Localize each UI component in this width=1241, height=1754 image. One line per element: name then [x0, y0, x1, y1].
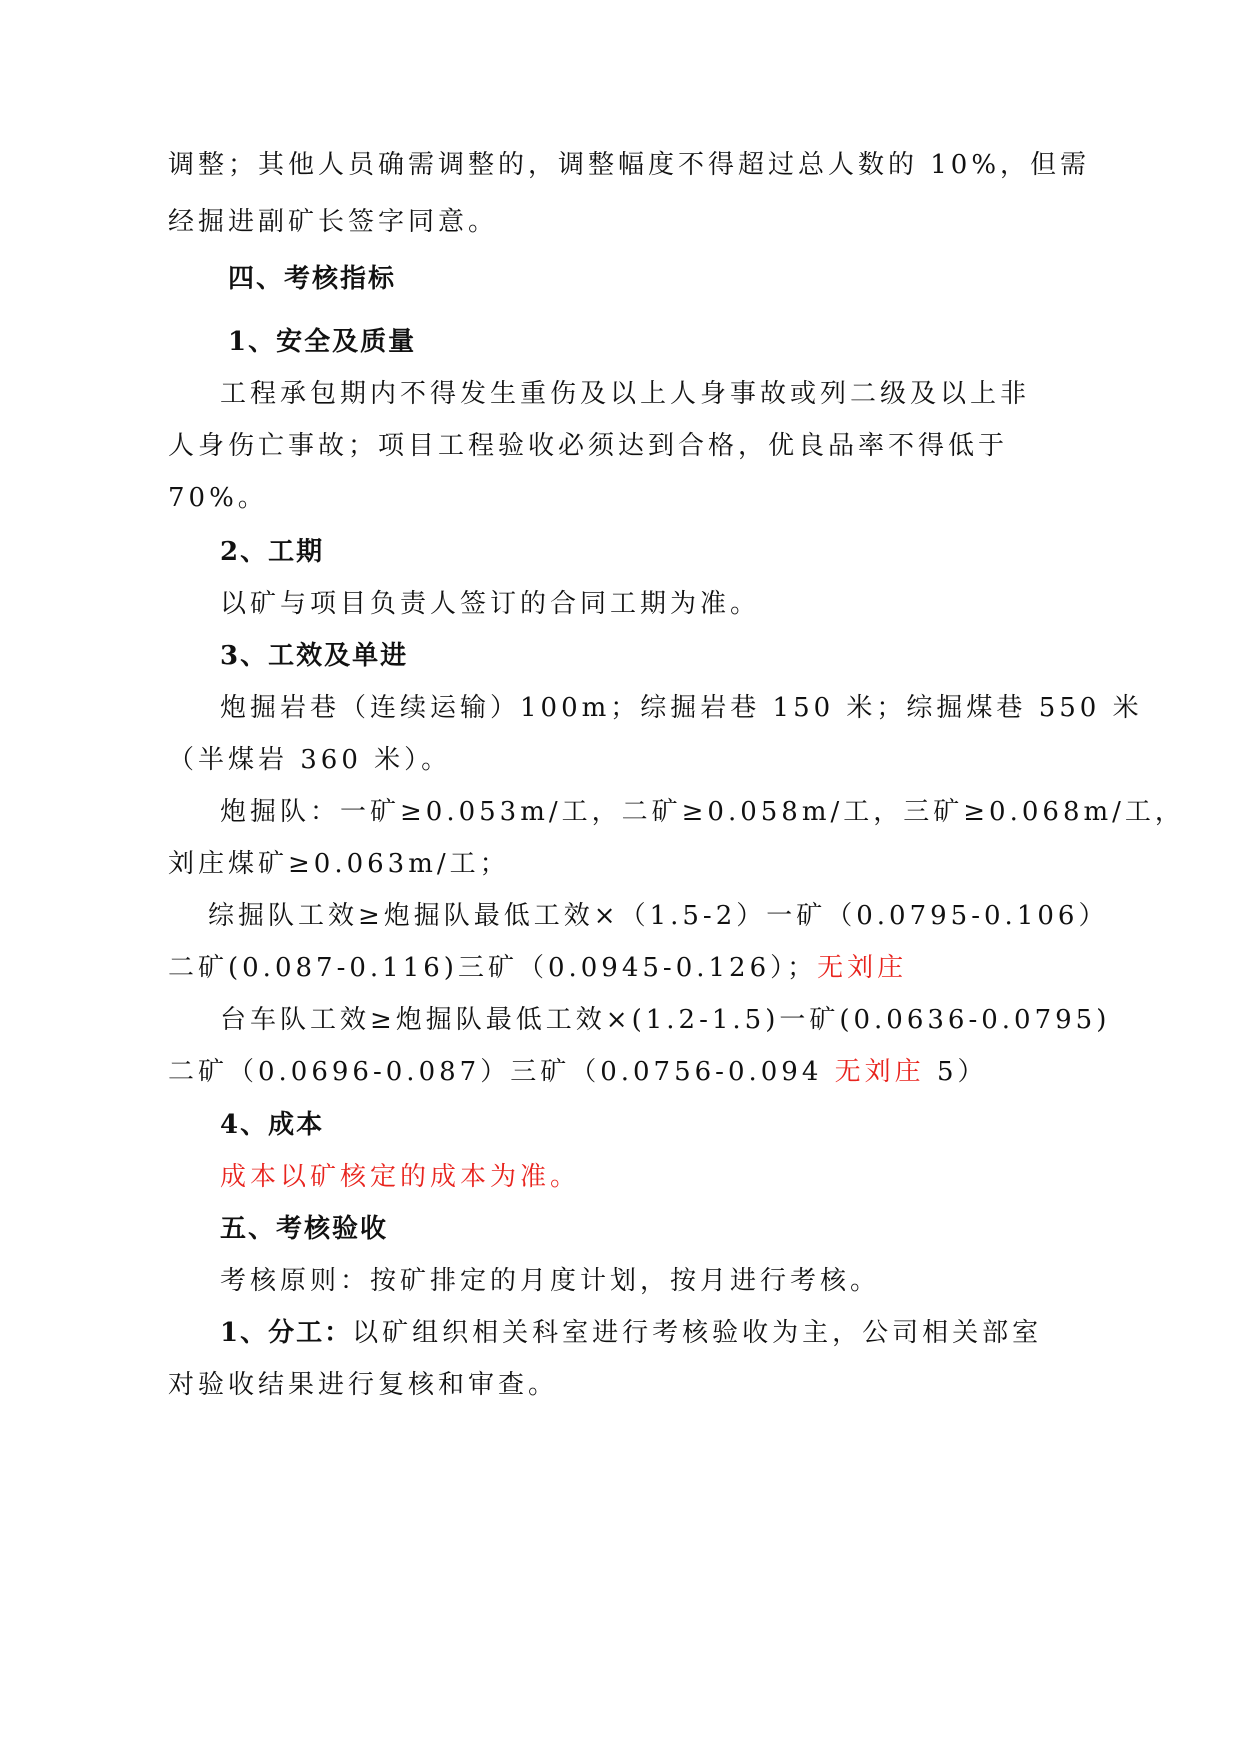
paragraph-line: 70%。	[168, 483, 268, 513]
subsection-heading: 3、工效及单进	[220, 641, 409, 671]
line-text: 以矿组织相关科室进行考核验收为主，公司相关部室	[352, 1318, 1043, 1348]
inline-heading: 1、分工：	[220, 1318, 353, 1348]
subsection-heading: 2、工期	[220, 537, 325, 567]
paragraph-line: 对验收结果进行复核和审查。	[168, 1370, 559, 1400]
section-heading: 四、考核指标	[228, 264, 397, 294]
paragraph-line: 调整；其他人员确需调整的，调整幅度不得超过总人数的 10%，但需	[168, 150, 1091, 180]
paragraph-line: 炮掘队：一矿≥0.053m/工，二矿≥0.058m/工，三矿≥0.068m/工，	[220, 797, 1185, 827]
paragraph-line: 考核原则：按矿排定的月度计划，按月进行考核。	[220, 1266, 881, 1296]
highlight-paragraph: 成本以矿核定的成本为准。	[220, 1162, 581, 1192]
paragraph-line: 经掘进副矿长签字同意。	[168, 207, 499, 237]
subsection-heading: 4、成本	[220, 1110, 325, 1140]
paragraph-line: 以矿与项目负责人签订的合同工期为准。	[220, 589, 761, 619]
paragraph-line: （半煤岩 360 米）。	[168, 745, 452, 775]
paragraph-line: 人身伤亡事故；项目工程验收必须达到合格，优良品率不得低于	[168, 431, 1009, 461]
line-text: 二矿(0.087-0.116)三矿（0.0945-0.126）；	[168, 953, 818, 983]
highlight-note: 无刘庄	[834, 1057, 925, 1087]
line-text: 5）	[936, 1057, 988, 1087]
paragraph-line: 工程承包期内不得发生重伤及以上人身事故或列二级及以上非	[220, 379, 1031, 409]
paragraph-line: 炮掘岩巷（连续运输）100m；综掘岩巷 150 米；综掘煤巷 550 米	[220, 693, 1143, 723]
paragraph-line: 综掘队工效≥炮掘队最低工效×（1.5-2）一矿（0.0795-0.106）	[208, 901, 1109, 931]
highlight-note: 无刘庄	[817, 953, 908, 983]
section-heading: 五、考核验收	[220, 1214, 389, 1244]
line-text: 二矿（0.0696-0.087）三矿（0.0756-0.094	[168, 1057, 823, 1087]
paragraph-line: 刘庄煤矿≥0.063m/工；	[168, 849, 510, 879]
paragraph-line	[168, 951, 1241, 985]
paragraph-line	[220, 1316, 1241, 1350]
paragraph-line: 台车队工效≥炮掘队最低工效×(1.2-1.5)一矿(0.0636-0.0795)	[220, 1005, 1111, 1035]
paragraph-line	[168, 1055, 1241, 1089]
subsection-heading: 1、安全及质量	[228, 327, 417, 357]
